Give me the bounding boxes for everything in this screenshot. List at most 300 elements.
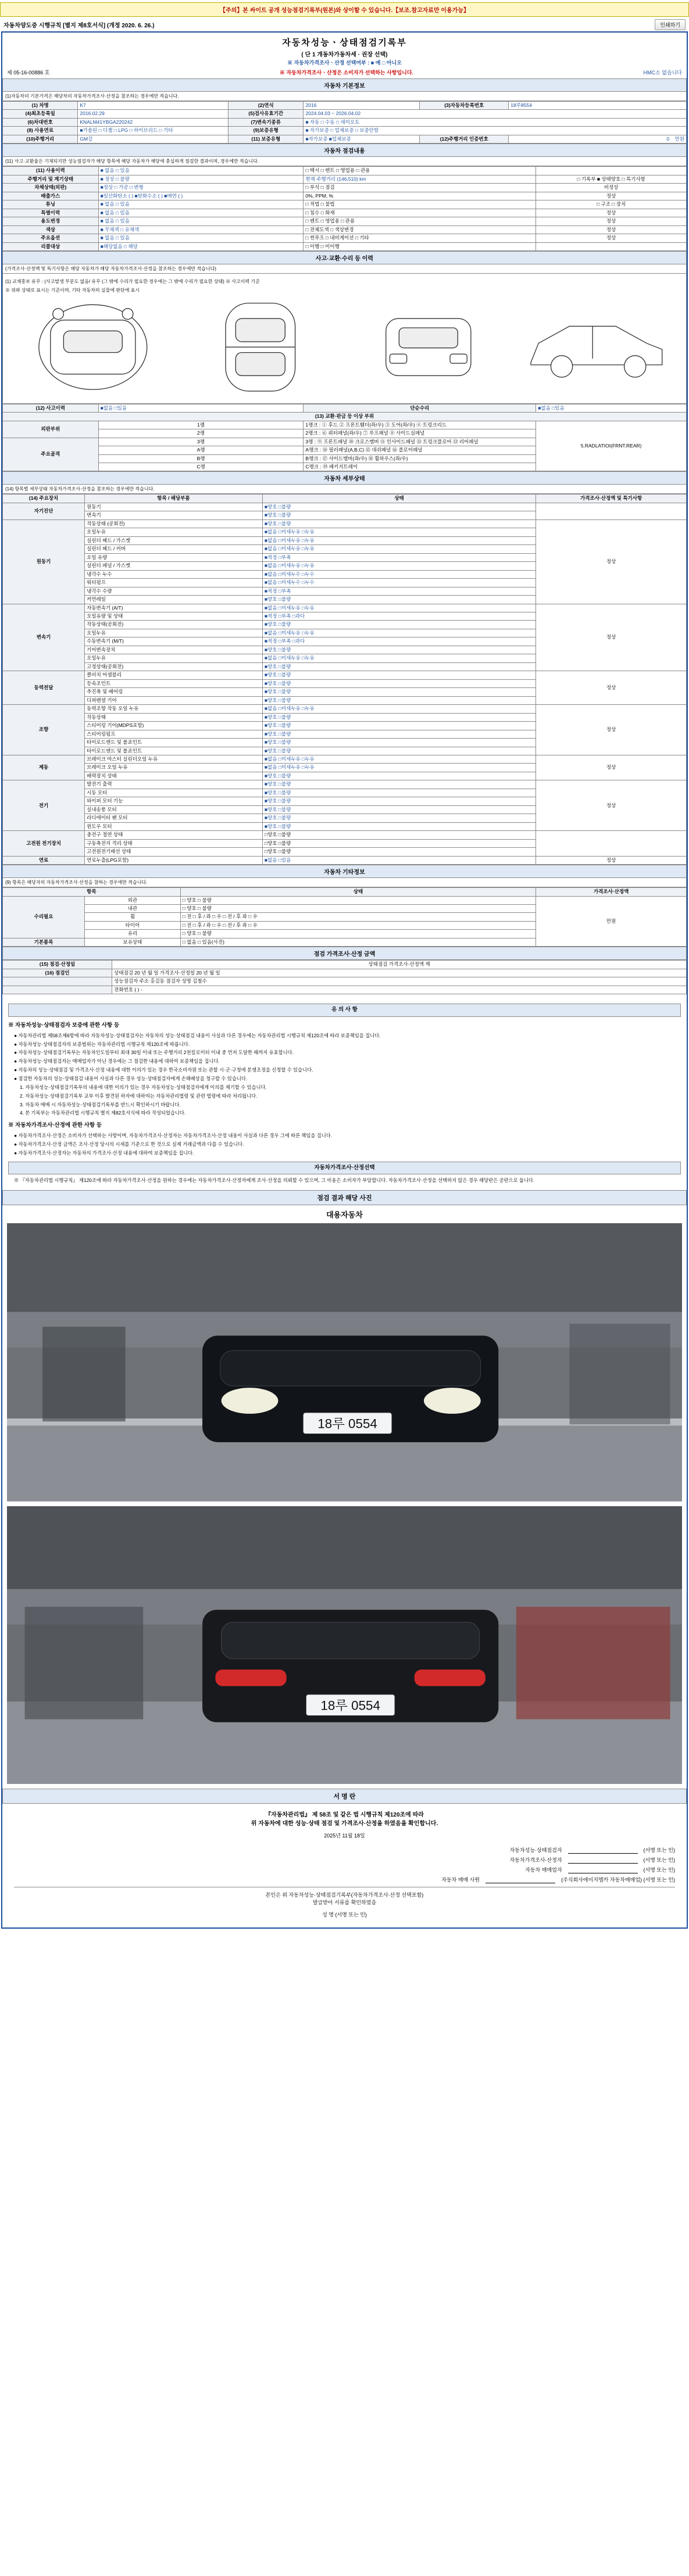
label-transmission: (7)변속기종류 [229, 118, 304, 126]
inspection-table [2, 166, 687, 251]
table-row [3, 135, 687, 143]
value-fuel: ■가솔린 □ 디젤 □ LPG □ 하이브리드 □ 기타 [78, 127, 229, 135]
table-row [3, 234, 687, 242]
other-item: 외관 [85, 896, 181, 904]
detail-item: 브레이크 마스터 실린더오일 누유 [85, 755, 263, 763]
rank-label: A랭 [98, 446, 304, 454]
price-row-label [3, 986, 112, 994]
group-powertrain: 동력전달 [3, 671, 85, 705]
detail-state: ■없음 □미세누유 □누유 [262, 755, 536, 763]
other-state: □ 전 □ 후 / 좌 □ 우 □ 전 / 후 좌 □ 우 [180, 913, 536, 921]
row-cell: ■ 없음 □ 있음 [98, 209, 304, 217]
table-row [3, 755, 687, 763]
other-item: 휠 [85, 913, 181, 921]
section-detail-header: 자동차 세부상태 [2, 471, 687, 485]
detail-item: 연료누출(LPG포함) [85, 856, 263, 864]
detail-state: ■없음 □미세누유 □누유 [262, 536, 536, 544]
row-cell: 정상 [536, 225, 687, 234]
value-year: 2016 [304, 102, 420, 110]
row-cell: ■ 정상 □ 불량 [98, 175, 304, 183]
rank-items: B랭크 : ⑰ 사이드멤버(좌/우) ⑱ 휠하우스(좌/우) [304, 454, 536, 463]
detail-item: 오일누유 [85, 629, 263, 637]
detail-item: 작동상태 [85, 713, 263, 721]
detail-state: ■양호 □불량 [262, 805, 536, 814]
detail-note: 정상 [536, 780, 687, 831]
table-row [3, 520, 687, 528]
detail-state: ■없음 □미세누유 □누유 [262, 604, 536, 612]
signature-row [14, 1876, 675, 1883]
rank-label: B랭 [98, 454, 304, 463]
row-cell: ■정상 □ 가공 □ 변형 [98, 184, 304, 192]
notice-item: ● 자동차가격조사·산정자는 자동차의 가격조사·산정 내용에 대하여 보증책임을 집니다. [14, 1149, 194, 1156]
notice-item: ● 자동차가격조사·산정 금액은 조사·산정 당시의 시세를 기준으로 한 것으로 실제 거래금액과 다를 수 있습니다. [14, 1141, 244, 1147]
row-cell [536, 167, 687, 175]
rank-items: C랭크 : ⑲ 패키지트레이 [304, 463, 536, 471]
detail-item: 스티어링펌프 [85, 730, 263, 738]
detail-state: ■양호 □불량 [262, 621, 536, 629]
sign-line-2: 위 자동차에 대한 성능·상태 점검 및 가격조사·산정을 하였음을 확인합니다. [251, 1821, 438, 1828]
detail-item: 변속기 [85, 511, 263, 520]
section-accident-note: (가격조사·산정액 및 특기사항은 해당 자동차가 해당 자동차가격조사·산정을 참조하는 경우에만 적습니다) [2, 264, 687, 274]
notice-item: 1. 자동차성능·상태점검기록부의 내용에 대한 이의가 있는 경우 자동차성능·상태점검자에게 이의를 제기할 수 있습니다. [20, 1084, 267, 1090]
signature-row [14, 1846, 675, 1854]
detail-note: 정상 [536, 520, 687, 604]
detail-item: 시동 모터 [85, 789, 263, 797]
detail-item: 실내송풍 모터 [85, 805, 263, 814]
detail-item: 오일누유 [85, 654, 263, 662]
detail-item: 원동기 [85, 503, 263, 511]
simple-repair-label: 단순수리 [304, 404, 536, 412]
row-label: 튜닝 [3, 200, 99, 209]
row-label: 주요옵션 [3, 234, 99, 242]
detail-state: ■양호 □불량 [262, 822, 536, 830]
detail-state: ■없음 □미세누유 □누유 [262, 705, 536, 713]
detail-note [536, 503, 687, 520]
photo-subtitle: 대용자동차 [326, 1210, 363, 1220]
group-electric: 전기 [3, 780, 85, 831]
detail-item: 고전원전기배선 상태 [85, 848, 263, 856]
other-item: 타이어 [85, 921, 181, 929]
notice-item: ● 자동차의 성능·상태점검 및 가격조사·산정 내용에 대한 이의가 있는 경우 한국소비자원 또는 관할 시·군·구청에 분쟁조정을 신청할 수 있습니다. [14, 1067, 313, 1073]
detail-item: 냉각수 수량 [85, 587, 263, 595]
detail-state: ■양호 □불량 [262, 713, 536, 721]
detail-state-table [2, 494, 687, 865]
col-item: 항목 / 해당부품 [85, 495, 263, 503]
row-cell: □ 구조 □ 장치 [536, 200, 687, 209]
row-cell: ■ 없음 □ 있음 [98, 167, 304, 175]
row-label: 리콜대상 [3, 242, 99, 250]
section-price-header: 점검 가격조사·산정 금액 [2, 947, 687, 960]
value-cert-number: 0 만원 [509, 135, 687, 143]
rank-label: C랭 [98, 463, 304, 471]
sign-value: (주식회사에이지엠카 자동차매매업) (서명 또는 인) [561, 1877, 675, 1883]
document-title-block [2, 33, 687, 67]
table-row [3, 175, 687, 183]
detail-item: 타이로드엔드 및 볼죠인트 [85, 747, 263, 755]
document-subheader [2, 67, 687, 78]
detail-state: ■없음 □미세누유 □누유 [262, 528, 536, 536]
value-warranty2: ■자가보증 ■업체보증 [304, 135, 420, 143]
rank-label: 2랭 [98, 429, 304, 438]
detail-state: ■양호 □불량 [262, 503, 536, 511]
group-brake: 제동 [3, 755, 85, 780]
sign-footer-3: 성 명 (서명 또는 인) [322, 1912, 367, 1918]
table-row [3, 705, 687, 713]
group-transmission: 변속기 [3, 604, 85, 671]
detail-item: 냉각수 누수 [85, 570, 263, 578]
table-row [3, 217, 687, 225]
row-cell: □ 택시 □ 렌트 □ 영업용 □ 관용 [304, 167, 536, 175]
label-inspection-valid: (5)검사유효기간 [229, 110, 304, 118]
other-state: □ 양호 □ 불량 [180, 930, 536, 938]
table-row [3, 118, 687, 126]
table-row [3, 200, 687, 209]
detail-state: □양호 □불량 [262, 839, 536, 847]
row-cell: 정상 [536, 217, 687, 225]
other-price: 만원 [536, 896, 687, 947]
detail-item: 윈도우 모터 [85, 822, 263, 830]
detail-item: 커먼레일 [85, 596, 263, 604]
detail-state: ■양호 □불량 [262, 780, 536, 789]
table-row [3, 209, 687, 217]
price-row-value: 성능점검자 주소 홍길동 점검자 성명 김철수 [112, 977, 687, 986]
table-header-row [3, 495, 687, 503]
table-row [3, 184, 687, 192]
row-cell: ■ 무채색 □ 유채색 [98, 225, 304, 234]
col-main-device: (14) 주요장치 [3, 495, 85, 503]
accident-history-table [2, 404, 687, 472]
label-first-reg: (4)최초등록일 [3, 110, 78, 118]
detail-state: ■양호 □불량 [262, 688, 536, 696]
other-state: □ 양호 □ 불량 [180, 896, 536, 904]
row-cell: 정상 [536, 234, 687, 242]
value-first-reg: 2016.02.29 [78, 110, 229, 118]
photo-front [2, 1223, 687, 1506]
row-cell: 정상 [536, 209, 687, 217]
table-row [3, 242, 687, 250]
detail-state: ■적정 □부족 □과다 [262, 612, 536, 621]
sign-line [485, 1876, 555, 1883]
top-warning-banner: 【주의】본 싸이트 공개 성능점검기록부(원본)와 상이할 수 있습니다.【보조.참고자료만 이용가능】 [0, 2, 689, 17]
car-diagram-area [2, 274, 687, 404]
notice-item: ● 점검한 자동차의 성능·상태점검 내용이 사실과 다른 경우 성능·상태점검자에게 손해배상을 청구할 수 있습니다. [14, 1075, 248, 1081]
other-item: 유리 [85, 930, 181, 938]
detail-item: 배력장치 상태 [85, 772, 263, 780]
detail-state: ■양호 □불량 [262, 814, 536, 822]
row-cell: □ 썬루프 □ 내비게이션 □ 기타 [304, 234, 536, 242]
rank-label: 3랭 [98, 438, 304, 446]
col-price-head: 가격조사·산정액 [536, 888, 687, 896]
photo-rear [2, 1506, 687, 1789]
detail-item: 타이로드엔드 및 볼죠인트 [85, 739, 263, 747]
row-cell: ■ 없음 □ 있음 [98, 234, 304, 242]
detail-note: 정상 [536, 671, 687, 705]
row-cell: ■ 없음 □ 있음 [98, 200, 304, 209]
sign-line [568, 1856, 638, 1864]
detail-item: 스티어링 기어(MDPS포함) [85, 722, 263, 730]
accident-history-value: ■없음 □있음 [98, 404, 304, 412]
row-cell: 정상 [536, 192, 687, 200]
detail-note: 정상 [536, 604, 687, 671]
row-cell: 비정상 [536, 184, 687, 192]
detail-item: 오일유량 및 상태 [85, 612, 263, 621]
car-diagram-front-view [16, 297, 170, 397]
detail-state: ■양호 □불량 [262, 772, 536, 780]
value-inspection-valid: 2024.04.03 ~ 2026.04.02 [304, 110, 687, 118]
price-table [2, 960, 687, 994]
row-cell: 현재 주행거리 (146,510) km [304, 175, 536, 183]
notice-item: ● 자동차가격조사·산정은 소비자가 선택하는 사항이며, 자동차가격조사·산정자는 자동차가격조사·산정 내용이 사실과 다른 경우 그에 따른 책임을 집니다. [14, 1132, 333, 1138]
sign-value: (서명 또는 인) [643, 1867, 675, 1873]
detail-state: ■없음 □미세누유 □누유 [262, 545, 536, 553]
sign-label: 자동차성능·상태점검자 [509, 1847, 562, 1854]
frame-label: 주요골격 [3, 438, 99, 471]
signature-section-header: 서 명 란 [2, 1789, 687, 1804]
row-cell: ■해당없음 □ 해당 [98, 242, 304, 250]
detail-state: ■양호 □불량 [262, 797, 536, 805]
label-plate: (3)자동차등록번호 [420, 102, 509, 110]
detail-state: ■양호 □불량 [262, 520, 536, 528]
detail-state: ■없음 □미세누수 □누수 [262, 570, 536, 578]
notice-section [2, 994, 687, 1190]
print-row [0, 18, 689, 31]
price-row-label [3, 977, 112, 986]
detail-note: 정상 [536, 755, 687, 780]
sign-line [568, 1866, 638, 1873]
row-cell: □ 침수 □ 화재 [304, 209, 536, 217]
group-high-voltage: 고전원 전기장치 [3, 831, 85, 856]
table-row [3, 986, 687, 994]
table-row [3, 421, 687, 429]
detail-state: □양호 □불량 [262, 831, 536, 839]
detail-state: ■양호 □불량 [262, 662, 536, 671]
repair-needed-label: 수리필요 [3, 896, 85, 938]
basic-info-table [2, 101, 687, 144]
table-row [3, 671, 687, 679]
label-warranty2: (11) 보증유형 [229, 135, 304, 143]
other-info-table [2, 887, 687, 947]
signature-block [2, 1804, 687, 1927]
rear-plate-text: 18루 0554 [320, 1698, 380, 1713]
detail-state: ■없음 □미세누유 □누유 [262, 654, 536, 662]
parts-section-label: (13) 교환·판금 등 이상 부위 [3, 413, 687, 421]
row-cell: ■ 없음 □ 있음 [98, 217, 304, 225]
col-price-note: 가격조사·산정액 및 특기사항 [536, 495, 687, 503]
photo-section-header: 점검 결과 해당 사진 [2, 1190, 687, 1205]
detail-item: 고정상태(공회전) [85, 662, 263, 671]
row-cell: 0%, PPM, % [304, 192, 536, 200]
value-car-name: K7 [78, 102, 229, 110]
label-fuel: (8) 사용연료 [3, 127, 78, 135]
detail-item: 자동변속기 (A/T) [85, 604, 263, 612]
table-row [3, 102, 687, 110]
print-button[interactable]: 인쇄하기 [655, 19, 686, 30]
detail-item: 오일 유량 [85, 553, 263, 561]
detail-item: 실린더 헤드 / 가스켓 [85, 536, 263, 544]
basic-items-label: 기본품목 [3, 938, 85, 946]
rank-items: 1랭크 : ① 후드 ② 프론트휀더(좌/우) ③ 도어(좌/우) ④ 트렁크리드 [304, 421, 536, 429]
price-row-value: 전화번호 ( ) - [112, 986, 687, 994]
detail-state: ■없음 □미세누유 □누유 [262, 562, 536, 570]
group-self-diagnosis: 자기진단 [3, 503, 85, 520]
detail-state: ■양호 □불량 [262, 789, 536, 797]
notice-item: ● 자동차성능·상태점검기록부는 자동차인도일부터 최대 30일 이내 또는 주행거리 2천킬로미터 이내 중 먼저 도달한 때까지 유효합니다. [14, 1049, 294, 1056]
section-accident-header: 사고·교환·수리 등 이력 [2, 251, 687, 264]
front-photo-image [7, 1223, 682, 1502]
diagram-text-1: (1) 교체홍보 유무 : (사고발생 부분도 없음/ 유무 (그 밖에 수리가 필요한 경우에는 그 밖에 수리가 필요한 상태) ※ 사고이력 기준 [3, 277, 686, 286]
sign-label: 자동차 매매 사원 [441, 1877, 480, 1883]
detail-note [536, 831, 687, 856]
detail-state: ■적정 □부족 [262, 587, 536, 595]
row-cell: □ 이행 □ 미이행 [304, 242, 536, 250]
detail-item: 작동상태(공회전) [85, 621, 263, 629]
table-row [3, 969, 687, 977]
section-basic-info-header: 자동차 기본정보 [2, 78, 687, 92]
sign-line [568, 1846, 638, 1854]
accident-history-label: (12) 사고이력 [3, 404, 99, 412]
notice-item: 3. 자동차 매매 시 자동차성능·상태점검기록부를 반드시 확인하시기 바랍니다. [20, 1101, 181, 1108]
detail-state: ■양호 □불량 [262, 739, 536, 747]
detail-state: ■양호 □불량 [262, 747, 536, 755]
value-transmission: ■ 자동 □ 수동 □ 세미오토 [304, 118, 687, 126]
label-year: (2)연식 [229, 102, 304, 110]
value-warranty-type: ■ 자가보증 □ 업체보증 □ 보증안함 [304, 127, 687, 135]
table-row [3, 780, 687, 789]
col-item-head: 항목 [3, 888, 181, 896]
sign-line-1: 『자동차관리법』 제 58조 및 같은 법 시행규칙 제120조에 따라 [265, 1812, 424, 1819]
table-row [3, 856, 687, 864]
detail-item: 클러치 어셈블리 [85, 671, 263, 679]
detail-state: □양호 □불량 [262, 848, 536, 856]
detail-item: 실린더 헤드 / 커버 [85, 545, 263, 553]
value-mileage: GM강 [78, 135, 229, 143]
outer-panel-label: 외판부위 [3, 421, 99, 438]
detail-note: 정상 [536, 705, 687, 755]
detail-state: ■없음 □미세누유 □누유 [262, 764, 536, 772]
other-state: □ 양호 □ 불량 [180, 905, 536, 913]
rank-label: 1램 [98, 421, 304, 429]
car-diagram-top-view [183, 297, 338, 397]
row-label: (11) 사용이력 [3, 167, 99, 175]
detail-state: ■양호 □불량 [262, 511, 536, 520]
detail-state: ■양호 □불량 [262, 679, 536, 687]
detail-item: 브레이크 오일 누유 [85, 764, 263, 772]
detail-item: 구동축전지 격리 상태 [85, 839, 263, 847]
detail-item: 수동변속기 (M/T) [85, 637, 263, 646]
table-row [3, 225, 687, 234]
notice-heading-2: ※ 자동차가격조사·산정에 관한 사항 등 [8, 1122, 102, 1129]
detail-item: 동력조향 작동 오일 누유 [85, 705, 263, 713]
page-subtitle: ( 단 1 개동차가동차세 · 권장 선택) [301, 52, 388, 58]
detail-item: 라디에이터 팬 모터 [85, 814, 263, 822]
row-cell: ■일산화탄소 ( ) ■탄화수소 ( ) ■매연 ( ) [98, 192, 304, 200]
detail-item: 오일누유 [85, 528, 263, 536]
detail-state: ■양호 □불량 [262, 722, 536, 730]
notice-item: ● 자동차성능·상태점검자는 매매업자가 아닌 경우에는 그 점검한 내용에 대하여 보증책임을 집니다. [14, 1058, 220, 1065]
price-select-bar: 자동차가격조사·산정선택 [8, 1162, 681, 1175]
rank-items: 3랭 : ⑨ 프론트패널 ⑩ 크로스멤버 ⑪ 인사이드패널 ⑫ 트렁크플로어 ⑬ 리어패널 [304, 438, 536, 446]
page-title: 자동차성능ㆍ상태점검기록부 [282, 38, 407, 48]
table-row [3, 127, 687, 135]
notice-item: ● 자동차관리법 제58조제6항에 따라 자동차성능·상태점검자는 자동차의 성능·상태점검 내용이 사실과 다른 경우에는 자동차관리법 시행규칙 제120조에 따라 보증책임을 집니다. [14, 1032, 381, 1038]
sign-footer-1: 본인은 위 자동차성능·상태점검기록부(자동차가격조사·산정 선택포함) [265, 1892, 424, 1898]
notice-bar: 유 의 사 항 [8, 1004, 681, 1017]
row-cell [536, 242, 687, 250]
sign-label: 자동차가격조사·산정자 [509, 1857, 562, 1864]
section-other-header: 자동차 기타정보 [2, 865, 687, 878]
rank-items: 2랭크 : ⑥ 쿼터패널(좌/우) ⑦ 루프패널 ⑧ 사이드실패널 [304, 429, 536, 438]
detail-item: 실린더 패널 / 가스켓 [85, 562, 263, 570]
sign-label: 자동차 매매업자 [525, 1867, 562, 1873]
detail-item: 충전구 절연 상태 [85, 831, 263, 839]
detail-note: 정상 [536, 856, 687, 864]
other-state: □ 없음 □ 있음(사진) [180, 938, 536, 946]
row-label: 차체상태(외판) [3, 184, 99, 192]
table-row [3, 961, 687, 969]
row-label: 특별이력 [3, 209, 99, 217]
row-cell: □ 기록부 ■ 상태양호 □ 특기사항 [536, 175, 687, 183]
row-cell: □ 적법 □ 불법 [304, 200, 536, 209]
group-steering: 조향 [3, 705, 85, 755]
notice-item: ※ 『자동차관리법 시행규칙』 제120조에 따라 자동차가격조사·산정을 원하는 경우에는 자동차가격조사·산정자에게 조사·산정을 의뢰할 수 있으며, 그 비용은 소비자가 부담합니다. 자동차가격조사·산정을 선택하지 않은 경우 해당란은 공란으로 둡니다. [14, 1177, 535, 1184]
other-state: □ 전 □ 후 / 좌 □ 우 □ 전 / 후 좌 □ 우 [180, 921, 536, 929]
table-row [3, 404, 687, 412]
price-row-label: (15) 점검·산정일 [3, 961, 112, 969]
col-state: 상태 [262, 495, 536, 503]
table-row [3, 604, 687, 612]
rank-extra: 5.RADLATIOI(FRNT.REAR) [536, 421, 687, 471]
group-fuel: 연료 [3, 856, 85, 864]
col-state-head: 상태 [180, 888, 536, 896]
section-basic-info-note: (1)자동차의 기본가격은 해당차의 자동차가격조사·산정을 참조하는 경우에만 적습니다. [2, 92, 687, 101]
price-survey-option: ※ 자동차가격조사ㆍ산정 선택여부 : ■ 예 □ 아니오 [287, 60, 402, 66]
label-vin: (6)차대번호 [3, 118, 78, 126]
label-car-name: (1) 차명 [3, 102, 78, 110]
detail-state: ■양호 □불량 [262, 696, 536, 704]
signature-row [14, 1866, 675, 1873]
detail-item: 디퍼렌셜 기어 [85, 696, 263, 704]
detail-state: ■없음 □미세누유 □누유 [262, 629, 536, 637]
detail-state: ■적정 □부족 [262, 553, 536, 561]
signature-row [14, 1856, 675, 1864]
value-vin: KNALM41YBGA220242 [78, 118, 229, 126]
row-label: 용도변경 [3, 217, 99, 225]
form-reference-label: 자동차양도증 시행규칙 [별지 제8호서식] (개정 2020. 6. 26.) [3, 23, 155, 29]
table-row [3, 503, 687, 511]
performance-check-document [1, 31, 688, 1929]
section-other-note: (9) 항목은 해당자의 자동차가격조사·산정을 참하는 경우에만 적습니다. [2, 878, 687, 887]
label-warranty-type: (9)보증유형 [229, 127, 304, 135]
detail-item: 기어변속장치 [85, 646, 263, 654]
price-row-label: (16) 점검인 [3, 969, 112, 977]
group-engine: 원동기 [3, 520, 85, 604]
notice-heading-1: ※ 자동차성능·상태점검자 보증에 관한 사항 등 [8, 1022, 120, 1029]
label-cert-number: (12)주행거리 인증번호 [420, 135, 509, 143]
table-row [3, 977, 687, 986]
detail-item: 와이퍼 모터 기능 [85, 797, 263, 805]
table-row [3, 896, 687, 904]
detail-state: ■없음 □있음 [262, 856, 536, 864]
front-plate-text: 18루 0554 [317, 1416, 377, 1431]
detail-state: ■없음 □미세누수 □누수 [262, 579, 536, 587]
table-header-row [3, 888, 687, 896]
rank-items: A랭크 : ⑭ 필러패널(A,B,C) ⑮ 대쉬패널 ⑯ 플로어패널 [304, 446, 536, 454]
detail-state: ■양호 □불량 [262, 730, 536, 738]
row-label: 배출가스 [3, 192, 99, 200]
row-label: 주행거리 및 계기상태 [3, 175, 99, 183]
table-row [3, 192, 687, 200]
detail-item: 워터펌프 [85, 579, 263, 587]
